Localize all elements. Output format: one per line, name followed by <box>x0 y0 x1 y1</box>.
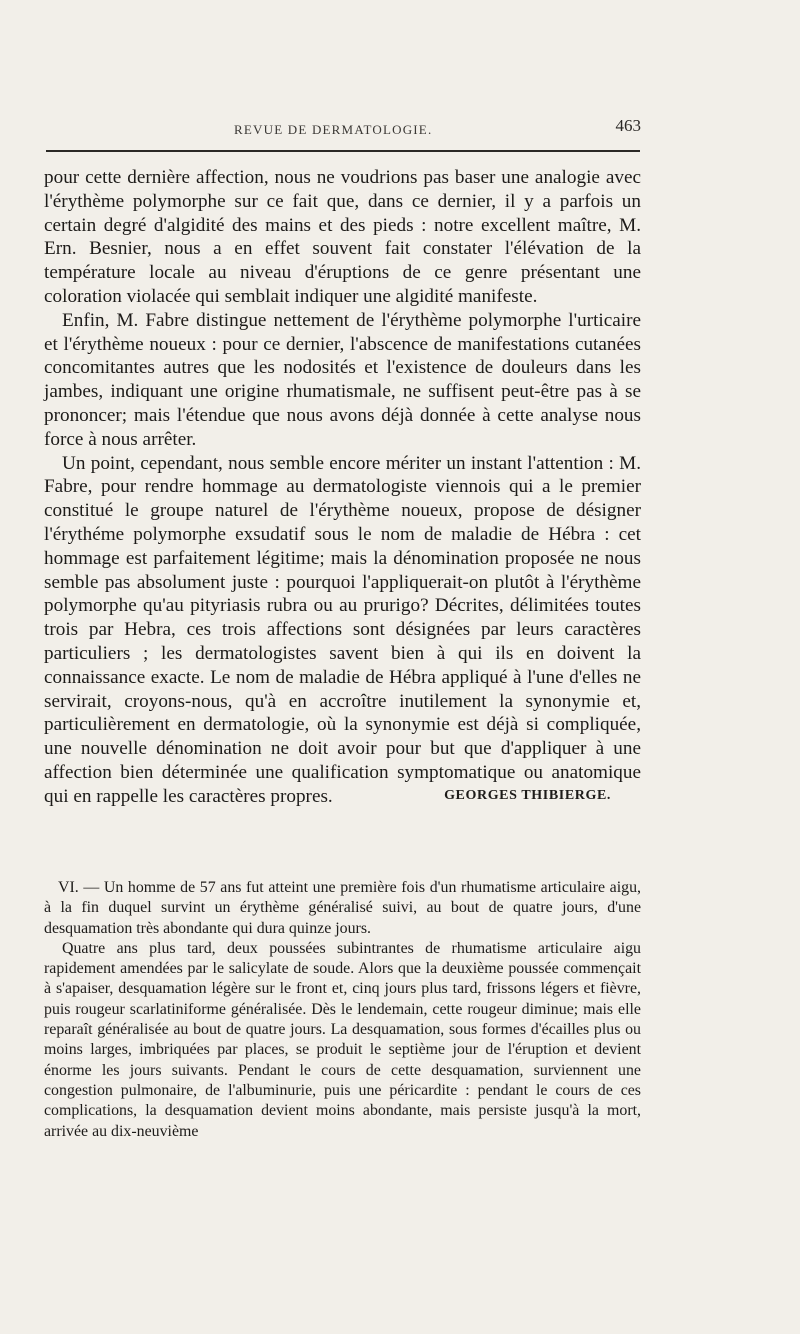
running-head: REVUE DE DERMATOLOGIE. <box>234 122 433 137</box>
header-rule <box>46 150 640 152</box>
page-header <box>44 114 641 138</box>
body-paragraph-with-signature <box>44 452 641 809</box>
note-paragraph: VI. — Un homme de 57 ans fut atteint une première fois d'un rhumatisme articulaire aigu, à la fin duquel survint un érythème généralisé suivi, au bout de quatre jours, d'une desquamation très abondante qui dura quinze jours. <box>44 879 641 937</box>
body-paragraph-text: Un point, cependant, nous semble encore mériter un instant l'attention : M. Fabre, pour rendre hommage au dermatologiste viennois qui a le premier constitué le groupe naturel de l'érythème noueux, propose de désigner l'érythéme polymorphe exsudatif sous le nom de maladie de Hébra : cet hommage est parfaitement légitime; mais la dénomination proposée ne nous semble pas absolument juste : pourquoi l'appliquerait-on plutôt à l'érythème polymorphe qu'au pityriasis rubra ou au prurigo? Décrites, délimitées toutes trois par Hebra, ces trois affections sont désignées par leurs caractères particuliers ; les dermatologistes savent bien à qui ils en doivent la connaissance exacte. Le nom de maladie de Hébra appliqué à l'une d'elles ne servirait, croyons-nous, qu'à en accroître inutilement la synonymie et, particulièrement en dermatologie, où la synonymie est déjà si compliquée, une nouvelle dénomination ne doit avoir pour but que d'appliquer à une affection bien déterminée une qualification symptomatique ou anatomique qui en rappelle les caractères propres. <box>44 452 641 807</box>
case-notes <box>44 878 641 1142</box>
author-signature: GEORGES THIBIERGE. <box>444 787 611 803</box>
note-paragraph: Quatre ans plus tard, deux poussées subintrantes de rhumatisme articulaire aigu rapidement amendées par le salicylate de soude. Alors que la deuxième poussée commençait à s'apaiser, desquamation légère sur le front et, cinq jours plus tard, frissons légers et fièvre, puis rougeur scarlatiniforme généralisée. Dès le lendemain, cette rougeur diminue; mais elle reparaît généralisée au bout de quatre jours. La desquamation, sous formes d'écailles plus ou moins larges, imbriquées par places, se produit le septième jour de l'éruption et devient énorme les jours suivants. Pendant le cours de cette desquamation, surviennent une congestion pulmonaire, de l'albuminurie, puis une péricardite : pendant le cours de ces complications, la desquamation devient moins abondante, mais persiste jusqu'à la mort, arrivée au dix-neuvième <box>44 939 641 1140</box>
body-paragraph: pour cette dernière affection, nous ne voudrions pas baser une analogie avec l'érythème polymorphe sur ce fait que, dans ce dernier, il y a parfois un certain degré d'algidité des mains et des pieds : notre excellent maître, M. Ern. Besnier, nous a en effet souvent fait constater l'élévation de la température locale au niveau d'éruptions de ce genre présentant une coloration violacée qui semblait indiquer une algidité manifeste. <box>44 167 641 307</box>
body-paragraph: Enfin, M. Fabre distingue nettement de l'érythème polymorphe l'urticaire et l'érythème noueux : pour ce dernier, l'abscence de manifestations cutanées concomitantes autres que les nodosités et l'existence de douleurs dans les jambes, indiquant une origine rhumatismale, ne suffisent peut-être pas à se prononcer; mais l'étendue que nous avons déjà donnée à cette analyse nous force à nous arrêter. <box>44 309 641 450</box>
article-body <box>44 166 641 809</box>
page-number: 463 <box>615 116 641 135</box>
